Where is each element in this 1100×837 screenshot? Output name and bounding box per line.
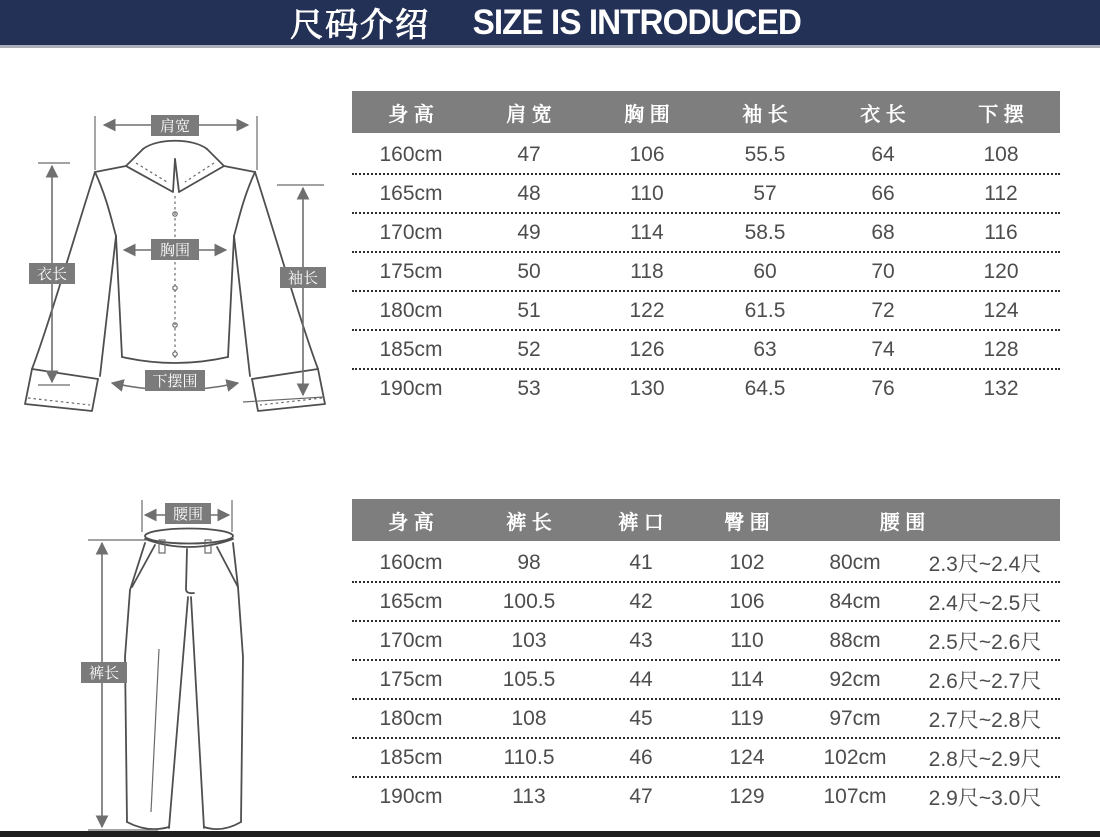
page-title-chinese: 尺码介绍 bbox=[290, 6, 431, 43]
table-cell: 190cm bbox=[379, 376, 443, 400]
table-cell: 118 bbox=[630, 259, 664, 283]
body-length-annotation bbox=[29, 163, 75, 385]
table-cell: 50 bbox=[517, 259, 541, 283]
table-row bbox=[352, 622, 1060, 661]
shirt-column-header: 衣 长 bbox=[860, 103, 906, 126]
sleeve-length-label: 袖长 bbox=[287, 270, 319, 287]
table-cell: 165cm bbox=[379, 589, 443, 613]
table-cell: 185cm bbox=[379, 745, 443, 769]
table-cell: 61.5 bbox=[744, 298, 786, 322]
waist-label: 腰围 bbox=[172, 506, 204, 523]
table-row bbox=[352, 253, 1060, 292]
table-cell: 120 bbox=[983, 259, 1019, 283]
shirt-column-header: 肩 宽 bbox=[506, 103, 552, 126]
pants-table-header-row bbox=[352, 499, 1060, 541]
table-cell: 114 bbox=[730, 667, 764, 691]
table-cell: 45 bbox=[629, 706, 653, 730]
shirt-table-body bbox=[352, 133, 1060, 407]
table-cell: 76 bbox=[871, 376, 895, 400]
pants-table-body bbox=[352, 541, 1060, 815]
table-cell: 58.5 bbox=[744, 220, 786, 244]
table-cell: 112 bbox=[984, 181, 1018, 205]
shoulder-width-label: 肩宽 bbox=[159, 118, 191, 135]
table-row bbox=[352, 661, 1060, 700]
table-cell: 130 bbox=[629, 376, 665, 400]
table-cell: 124 bbox=[729, 745, 765, 769]
table-cell: 48 bbox=[517, 181, 541, 205]
waist-annotation bbox=[142, 500, 232, 532]
table-cell: 2.8尺~2.9尺 bbox=[928, 747, 1042, 771]
table-cell: 66 bbox=[871, 181, 895, 205]
table-cell: 110 bbox=[630, 181, 664, 205]
chest-label: 胸围 bbox=[159, 242, 191, 259]
table-cell: 2.3尺~2.4尺 bbox=[928, 552, 1042, 576]
table-cell: 55.5 bbox=[744, 142, 786, 166]
pants-outline bbox=[125, 529, 243, 830]
table-row bbox=[352, 370, 1060, 407]
table-cell: 74 bbox=[871, 337, 895, 361]
hem-annotation bbox=[112, 370, 238, 391]
table-cell: 44 bbox=[629, 667, 653, 691]
table-cell: 110.5 bbox=[503, 745, 555, 769]
table-cell: 2.5尺~2.6尺 bbox=[928, 630, 1042, 654]
table-cell: 106 bbox=[729, 589, 765, 613]
table-cell: 190cm bbox=[379, 784, 443, 808]
table-cell: 2.4尺~2.5尺 bbox=[928, 591, 1042, 615]
table-cell: 41 bbox=[629, 550, 653, 574]
table-cell: 2.6尺~2.7尺 bbox=[928, 669, 1042, 693]
table-row bbox=[352, 175, 1060, 214]
table-cell: 70 bbox=[871, 259, 895, 283]
table-cell: 132 bbox=[983, 376, 1019, 400]
table-cell: 53 bbox=[517, 376, 541, 400]
pants-column-header: 身 高 bbox=[388, 511, 434, 534]
pants-length-label: 裤长 bbox=[88, 665, 120, 682]
table-cell: 52 bbox=[517, 337, 541, 361]
table-cell: 180cm bbox=[379, 706, 443, 730]
table-cell: 43 bbox=[629, 628, 653, 652]
table-cell: 84cm bbox=[829, 589, 881, 613]
table-cell: 129 bbox=[729, 784, 765, 808]
table-row bbox=[352, 214, 1060, 253]
table-cell: 60 bbox=[753, 259, 777, 283]
table-row bbox=[352, 583, 1060, 622]
page-title-english: SIZE IS INTRODUCED bbox=[472, 2, 802, 42]
table-cell: 103 bbox=[511, 628, 547, 652]
table-cell: 110 bbox=[730, 628, 764, 652]
table-cell: 98 bbox=[517, 550, 541, 574]
table-row bbox=[352, 778, 1060, 815]
body-length-label: 衣长 bbox=[36, 266, 68, 283]
table-row bbox=[352, 544, 1060, 583]
shirt-table-header-row bbox=[352, 91, 1060, 133]
table-cell: 102cm bbox=[823, 745, 887, 769]
pants-column-header: 臀 围 bbox=[724, 511, 770, 534]
table-cell: 175cm bbox=[379, 667, 443, 691]
pants-column-header: 腰 围 bbox=[879, 511, 926, 534]
shirt-size-table bbox=[352, 91, 1060, 407]
table-cell: 64.5 bbox=[744, 376, 786, 400]
table-cell: 63 bbox=[753, 337, 777, 361]
table-cell: 126 bbox=[629, 337, 665, 361]
pants-length-annotation bbox=[81, 540, 158, 830]
table-cell: 57 bbox=[753, 181, 777, 205]
table-cell: 108 bbox=[511, 706, 547, 730]
table-cell: 42 bbox=[629, 589, 653, 613]
pants-column-header: 裤 口 bbox=[618, 511, 664, 534]
table-cell: 119 bbox=[730, 706, 764, 730]
table-cell: 2.9尺~3.0尺 bbox=[928, 786, 1042, 810]
table-cell: 128 bbox=[983, 337, 1019, 361]
table-cell: 80cm bbox=[829, 550, 881, 574]
shirt-column-header: 身 高 bbox=[388, 103, 434, 126]
chest-annotation bbox=[124, 239, 226, 260]
pants-measurement-diagram bbox=[55, 477, 375, 837]
table-cell: 2.7尺~2.8尺 bbox=[928, 708, 1042, 732]
table-cell: 116 bbox=[984, 220, 1018, 244]
table-cell: 180cm bbox=[379, 298, 443, 322]
table-cell: 106 bbox=[629, 142, 665, 166]
pants-size-table bbox=[352, 499, 1060, 815]
table-cell: 160cm bbox=[379, 142, 443, 166]
table-cell: 92cm bbox=[829, 667, 881, 691]
table-row bbox=[352, 136, 1060, 175]
table-cell: 170cm bbox=[379, 220, 443, 244]
table-row bbox=[352, 739, 1060, 778]
table-cell: 122 bbox=[629, 298, 665, 322]
table-cell: 108 bbox=[983, 142, 1019, 166]
table-cell: 64 bbox=[871, 142, 895, 166]
table-cell: 51 bbox=[517, 298, 541, 322]
shirt-measurement-diagram bbox=[12, 66, 342, 421]
table-cell: 124 bbox=[983, 298, 1019, 322]
table-cell: 170cm bbox=[379, 628, 443, 652]
table-cell: 68 bbox=[871, 220, 895, 244]
table-cell: 49 bbox=[517, 220, 541, 244]
shirt-column-header: 下 摆 bbox=[978, 103, 1024, 126]
shirt-column-header: 袖 长 bbox=[742, 103, 788, 126]
table-cell: 97cm bbox=[829, 706, 881, 730]
table-cell: 47 bbox=[629, 784, 653, 808]
table-cell: 175cm bbox=[379, 259, 443, 283]
table-cell: 185cm bbox=[379, 337, 443, 361]
table-row bbox=[352, 292, 1060, 331]
bottom-divider-bar bbox=[0, 831, 1100, 837]
table-cell: 100.5 bbox=[502, 589, 556, 613]
table-cell: 47 bbox=[517, 142, 541, 166]
table-cell: 72 bbox=[871, 298, 895, 322]
table-cell: 46 bbox=[629, 745, 653, 769]
table-cell: 165cm bbox=[379, 181, 443, 205]
table-row bbox=[352, 700, 1060, 739]
table-cell: 107cm bbox=[823, 784, 887, 808]
hem-label: 下摆围 bbox=[152, 373, 198, 390]
shirt-column-header: 胸 围 bbox=[624, 103, 670, 126]
title-bar bbox=[0, 0, 1100, 48]
table-cell: 105.5 bbox=[502, 667, 556, 691]
table-cell: 88cm bbox=[829, 628, 881, 652]
table-cell: 113 bbox=[512, 784, 546, 808]
table-cell: 114 bbox=[630, 220, 664, 244]
table-row bbox=[352, 331, 1060, 370]
table-cell: 102 bbox=[729, 550, 765, 574]
pants-column-header: 裤 长 bbox=[506, 511, 552, 534]
table-cell: 160cm bbox=[379, 550, 443, 574]
